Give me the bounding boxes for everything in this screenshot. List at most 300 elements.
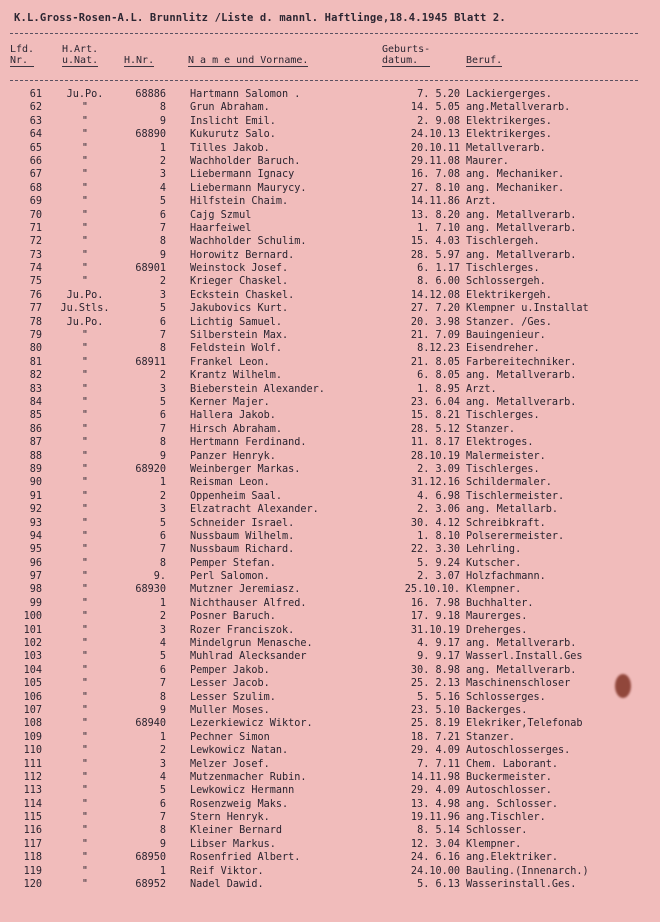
cell-nr: 109 — [23, 731, 42, 743]
cell-date: 11. 8.17 — [410, 437, 460, 449]
cell-job: ang. Mechaniker. — [466, 182, 565, 194]
table-row — [0, 878, 660, 891]
table-row — [0, 731, 660, 744]
cell-art: " — [81, 396, 89, 408]
table-row — [0, 717, 660, 730]
cell-hnr: 8 — [159, 691, 166, 703]
cell-name: Perl Salomon. — [190, 571, 270, 583]
header-name: N a m e und Vorname. — [188, 55, 309, 66]
table-row — [0, 811, 660, 824]
cell-job: Stanzer. — [466, 731, 516, 743]
cell-art: " — [81, 169, 89, 181]
table-row — [0, 597, 660, 610]
table-row — [0, 530, 660, 543]
cell-date: 28. 5.97 — [410, 249, 460, 261]
cell-date: 1. 8.95 — [417, 383, 460, 395]
cell-name: Tilles Jakob. — [190, 142, 270, 154]
cell-date: 14.12.08 — [410, 289, 460, 301]
cell-job: ang. Schlosser. — [466, 798, 559, 810]
cell-job: Tischlerges. — [466, 410, 540, 422]
cell-nr: 70 — [29, 209, 42, 221]
cell-art: " — [81, 825, 89, 837]
table-row — [0, 610, 660, 623]
cell-date: 14. 5.05 — [410, 102, 460, 114]
cell-job: ang. Metallverarb. — [466, 209, 577, 221]
cell-name: Hirsch Abraham. — [190, 423, 283, 435]
cell-job: Malermeister. — [466, 450, 546, 462]
cell-nr: 100 — [23, 611, 42, 623]
cell-nr: 102 — [23, 638, 42, 650]
table-row — [0, 758, 660, 771]
table-row — [0, 235, 660, 248]
cell-name: Kerner Majer. — [190, 396, 270, 408]
cell-art: " — [81, 477, 89, 489]
cell-job: ang.Tischler. — [466, 812, 546, 824]
cell-art: " — [81, 530, 89, 542]
cell-nr: 111 — [23, 758, 42, 770]
cell-nr: 71 — [29, 222, 42, 234]
cell-name: Libser Markus. — [190, 838, 276, 850]
cell-name: Hilfstein Chaim. — [190, 196, 289, 208]
cell-name: Stern Henryk. — [190, 812, 270, 824]
cell-name: Haarfeiwel — [190, 222, 252, 234]
cell-name: Hertmann Ferdinand. — [190, 437, 307, 449]
cell-art: Ju.Po. — [66, 89, 104, 100]
header-date: Geburts- datum. — [382, 44, 431, 66]
cell-name: Krantz Wilhelm. — [190, 370, 283, 382]
cell-job: Elektrikergeh. — [466, 289, 552, 301]
cell-name: Hartmann Salomon . — [190, 89, 301, 100]
cell-hnr: 3 — [159, 169, 166, 181]
cell-nr: 87 — [29, 437, 42, 449]
cell-job: Klempner. — [466, 584, 522, 596]
cell-date: 16. 7.98 — [410, 597, 460, 609]
cell-hnr: 5 — [159, 303, 166, 315]
cell-name: Krieger Chaskel. — [190, 276, 289, 288]
cell-hnr: 3 — [159, 504, 166, 516]
cell-hnr: 7 — [159, 544, 166, 556]
cell-art: Ju.Stls. — [60, 303, 110, 315]
cell-job: ang.Elektriker. — [466, 852, 559, 864]
cell-job: Elektrikerges. — [466, 115, 552, 127]
cell-hnr: 5 — [159, 396, 166, 408]
header-hnr: H.Nr. — [124, 55, 155, 66]
cell-hnr: 9 — [159, 115, 166, 127]
table-row — [0, 517, 660, 530]
cell-name: Panzer Henryk. — [190, 450, 276, 462]
cell-nr: 117 — [23, 838, 42, 850]
cell-job: Eisendreher. — [466, 343, 540, 355]
table-row — [0, 436, 660, 449]
cell-date: 5. 6.13 — [417, 879, 460, 891]
cell-hnr: 2 — [159, 155, 166, 167]
table-row — [0, 369, 660, 382]
cell-date: 25.10.10. — [404, 584, 460, 596]
cell-date: 24.10.00 — [410, 865, 460, 877]
cell-hnr: 5 — [159, 651, 166, 663]
cell-nr: 78 — [29, 316, 42, 328]
cell-nr: 88 — [29, 450, 42, 462]
cell-nr: 101 — [23, 624, 42, 636]
cell-nr: 108 — [23, 718, 42, 730]
cell-hnr: 5 — [159, 785, 166, 797]
table-row — [0, 476, 660, 489]
cell-job: Autoschlosserges. — [466, 745, 571, 757]
cell-art: " — [81, 718, 89, 730]
cell-art: " — [81, 691, 89, 703]
cell-art: " — [81, 463, 89, 475]
cell-hnr: 4 — [159, 182, 166, 194]
table-row — [0, 249, 660, 262]
header-job: Beruf. — [466, 55, 503, 66]
cell-job: Wasserinstall.Ges. — [466, 879, 577, 891]
cell-name: Pemper Jakob. — [190, 664, 270, 676]
cell-date: 2. 3.06 — [417, 504, 460, 516]
cell-nr: 84 — [29, 396, 42, 408]
cell-art: " — [81, 812, 89, 824]
cell-hnr: 6 — [159, 209, 166, 221]
cell-name: Rosenfried Albert. — [190, 852, 301, 864]
cell-nr: 98 — [29, 584, 42, 596]
table-row — [0, 543, 660, 556]
cell-job: Elekriker,Telefonab — [466, 718, 583, 730]
cell-nr: 92 — [29, 504, 42, 516]
table-row — [0, 784, 660, 797]
cell-name: Rosenzweig Maks. — [190, 798, 289, 810]
cell-hnr: 3 — [159, 624, 166, 636]
cell-art: " — [81, 182, 89, 194]
table-row — [0, 490, 660, 503]
cell-date: 14.11.98 — [410, 771, 460, 783]
cell-date: 28. 5.12 — [410, 423, 460, 435]
cell-job: Elektroges. — [466, 437, 534, 449]
cell-art: " — [81, 517, 89, 529]
cell-nr: 91 — [29, 490, 42, 502]
cell-nr: 114 — [23, 798, 42, 810]
table-row — [0, 637, 660, 650]
cell-date: 19.11.96 — [410, 812, 460, 824]
table-row — [0, 101, 660, 114]
table-row — [0, 423, 660, 436]
cell-art: " — [81, 771, 89, 783]
cell-nr: 69 — [29, 196, 42, 208]
table-row — [0, 851, 660, 864]
cell-art: " — [81, 731, 89, 743]
table-row — [0, 557, 660, 570]
cell-art: " — [81, 638, 89, 650]
cell-nr: 66 — [29, 155, 42, 167]
cell-date: 4. 6.98 — [417, 490, 460, 502]
cell-name: Lewkowicz Natan. — [190, 745, 289, 757]
cell-hnr: 9. — [153, 571, 166, 583]
cell-art: " — [81, 370, 89, 382]
cell-nr: 103 — [23, 651, 42, 663]
cell-name: Nussbaum Richard. — [190, 544, 295, 556]
cell-nr: 94 — [29, 530, 42, 542]
table-row — [0, 128, 660, 141]
table-row — [0, 195, 660, 208]
cell-date: 2. 9.08 — [417, 115, 460, 127]
cell-hnr: 3 — [159, 758, 166, 770]
cell-name: Wachholder Schulim. — [190, 236, 307, 248]
cell-date: 1. 7.10 — [417, 222, 460, 234]
cell-art: " — [81, 704, 89, 716]
table-row — [0, 664, 660, 677]
cell-hnr: 7 — [159, 330, 166, 342]
cell-job: Stanzer. — [466, 423, 516, 435]
cell-name: Cajg Szmul — [190, 209, 252, 221]
title-divider — [10, 33, 638, 34]
cell-nr: 99 — [29, 597, 42, 609]
cell-date: 7. 5.20 — [417, 89, 460, 100]
cell-nr: 76 — [29, 289, 42, 301]
cell-name: Lewkowicz Hermann — [190, 785, 295, 797]
cell-job: ang. Metallverarb. — [466, 664, 577, 676]
table-row — [0, 142, 660, 155]
cell-date: 15. 4.03 — [410, 236, 460, 248]
cell-date: 7. 7.11 — [417, 758, 460, 770]
cell-date: 20. 3.98 — [410, 316, 460, 328]
cell-art: " — [81, 865, 89, 877]
cell-date: 13. 4.98 — [410, 798, 460, 810]
cell-nr: 112 — [23, 771, 42, 783]
cell-hnr: 1 — [159, 731, 166, 743]
cell-nr: 77 — [29, 303, 42, 315]
prisoner-list — [0, 88, 660, 891]
cell-name: Weinstock Josef. — [190, 263, 289, 275]
cell-art: " — [81, 785, 89, 797]
cell-hnr: 8 — [159, 437, 166, 449]
cell-date: 14.11.86 — [410, 196, 460, 208]
cell-art: " — [81, 664, 89, 676]
cell-nr: 104 — [23, 664, 42, 676]
cell-job: Schlosser. — [466, 825, 528, 837]
cell-job: Lehrling. — [466, 544, 522, 556]
table-row — [0, 396, 660, 409]
cell-hnr: 4 — [159, 638, 166, 650]
cell-date: 9. 9.17 — [417, 651, 460, 663]
cell-name: Mindelgrun Menasche. — [190, 638, 313, 650]
cell-hnr: 6 — [159, 410, 166, 422]
ink-stain — [615, 674, 631, 698]
cell-name: Mutzenmacher Rubin. — [190, 771, 307, 783]
cell-hnr: 7 — [159, 423, 166, 435]
cell-hnr: 6 — [159, 530, 166, 542]
cell-art: " — [81, 597, 89, 609]
cell-art: " — [81, 838, 89, 850]
cell-date: 6. 1.17 — [417, 263, 460, 275]
cell-nr: 67 — [29, 169, 42, 181]
table-row — [0, 182, 660, 195]
cell-date: 2. 3.09 — [417, 463, 460, 475]
cell-name: Silberstein Max. — [190, 330, 289, 342]
cell-job: Bauingenieur. — [466, 330, 546, 342]
cell-job: Maurer. — [466, 155, 509, 167]
cell-nr: 63 — [29, 115, 42, 127]
cell-date: 21. 8.05 — [410, 356, 460, 368]
cell-hnr: 68940 — [135, 718, 166, 730]
cell-date: 5. 9.24 — [417, 557, 460, 569]
cell-date: 31.12.16 — [410, 477, 460, 489]
cell-name: Wachholder Baruch. — [190, 155, 301, 167]
cell-date: 6. 8.05 — [417, 370, 460, 382]
table-row — [0, 677, 660, 690]
cell-job: Klempner u.Installat — [466, 303, 589, 315]
cell-date: 31.10.19 — [410, 624, 460, 636]
cell-nr: 65 — [29, 142, 42, 154]
cell-nr: 80 — [29, 343, 42, 355]
cell-name: Inslicht Emil. — [190, 115, 276, 127]
cell-hnr: 7 — [159, 678, 166, 690]
header-art: H.Art. u.Nat. — [62, 44, 99, 66]
cell-nr: 105 — [23, 678, 42, 690]
table-row — [0, 262, 660, 275]
table-row — [0, 503, 660, 516]
cell-hnr: 3 — [159, 289, 166, 301]
cell-nr: 106 — [23, 691, 42, 703]
cell-date: 29.11.08 — [410, 155, 460, 167]
cell-date: 24.10.13 — [410, 129, 460, 141]
cell-date: 20.10.11 — [410, 142, 460, 154]
cell-nr: 68 — [29, 182, 42, 194]
cell-date: 13. 8.20 — [410, 209, 460, 221]
cell-date: 23. 5.10 — [410, 704, 460, 716]
table-row — [0, 624, 660, 637]
cell-art: " — [81, 102, 89, 114]
cell-job: Autoschlosser. — [466, 785, 552, 797]
cell-nr: 81 — [29, 356, 42, 368]
cell-hnr: 7 — [159, 812, 166, 824]
cell-hnr: 8 — [159, 343, 166, 355]
cell-hnr: 1 — [159, 477, 166, 489]
cell-hnr: 9 — [159, 704, 166, 716]
cell-nr: 89 — [29, 463, 42, 475]
cell-art: " — [81, 611, 89, 623]
cell-hnr: 9 — [159, 249, 166, 261]
cell-hnr: 7 — [159, 222, 166, 234]
table-row — [0, 691, 660, 704]
cell-hnr: 8 — [159, 102, 166, 114]
cell-date: 27. 7.20 — [410, 303, 460, 315]
cell-hnr: 8 — [159, 236, 166, 248]
header-divider — [10, 80, 638, 81]
cell-art: " — [81, 249, 89, 261]
table-row — [0, 289, 660, 302]
table-row — [0, 316, 660, 329]
cell-job: Holzfachmann. — [466, 571, 546, 583]
cell-job: Schlossergeh. — [466, 276, 546, 288]
cell-nr: 79 — [29, 330, 42, 342]
cell-name: Oppenheim Saal. — [190, 490, 283, 502]
cell-name: Frankel Leon. — [190, 356, 270, 368]
table-row — [0, 704, 660, 717]
cell-hnr: 5 — [159, 196, 166, 208]
table-row — [0, 88, 660, 101]
cell-job: Maurerges. — [466, 611, 528, 623]
cell-date: 27. 8.10 — [410, 182, 460, 194]
cell-art: " — [81, 155, 89, 167]
cell-art: " — [81, 222, 89, 234]
cell-job: Tischlerges. — [466, 263, 540, 275]
cell-date: 18. 7.21 — [410, 731, 460, 743]
cell-job: ang.Metallverarb. — [466, 102, 571, 114]
cell-hnr: 6 — [159, 664, 166, 676]
cell-nr: 120 — [23, 879, 42, 891]
cell-art: " — [81, 450, 89, 462]
cell-nr: 118 — [23, 852, 42, 864]
cell-date: 12. 3.04 — [410, 838, 460, 850]
cell-nr: 74 — [29, 263, 42, 275]
cell-nr: 75 — [29, 276, 42, 288]
header-lfd: Lfd. Nr. — [10, 44, 35, 66]
cell-hnr: 4 — [159, 771, 166, 783]
cell-name: Feldstein Wolf. — [190, 343, 283, 355]
cell-name: Weinberger Markas. — [190, 463, 301, 475]
cell-name: Lichtig Samuel. — [190, 316, 283, 328]
cell-job: Polserermeister. — [466, 530, 565, 542]
cell-hnr: 2 — [159, 611, 166, 623]
cell-hnr: 68952 — [135, 879, 166, 891]
cell-hnr: 1 — [159, 597, 166, 609]
cell-name: Nussbaum Wilhelm. — [190, 530, 295, 542]
cell-job: Farbereitechniker. — [466, 356, 577, 368]
cell-name: Liebermann Ignacy — [190, 169, 295, 181]
cell-job: Lackiergerges. — [466, 89, 552, 100]
cell-hnr: 2 — [159, 490, 166, 502]
table-row — [0, 865, 660, 878]
cell-art: " — [81, 745, 89, 757]
cell-nr: 96 — [29, 557, 42, 569]
cell-job: ang. Mechaniker. — [466, 169, 565, 181]
cell-job: Arzt. — [466, 196, 497, 208]
cell-name: Jakubovics Kurt. — [190, 303, 289, 315]
table-row — [0, 838, 660, 851]
cell-nr: 95 — [29, 544, 42, 556]
cell-hnr: 5 — [159, 517, 166, 529]
table-row — [0, 356, 660, 369]
cell-name: Nadel Dawid. — [190, 879, 264, 891]
cell-hnr: 9 — [159, 450, 166, 462]
cell-job: Schildermaler. — [466, 477, 552, 489]
cell-art: " — [81, 410, 89, 422]
cell-name: Melzer Josef. — [190, 758, 270, 770]
cell-name: Eckstein Chaskel. — [190, 289, 295, 301]
cell-hnr: 68890 — [135, 129, 166, 141]
table-row — [0, 771, 660, 784]
cell-name: Lesser Jacob. — [190, 678, 270, 690]
cell-nr: 82 — [29, 370, 42, 382]
cell-nr: 86 — [29, 423, 42, 435]
cell-nr: 90 — [29, 477, 42, 489]
cell-art: " — [81, 490, 89, 502]
table-row — [0, 650, 660, 663]
cell-job: ang. Metallverarb. — [466, 396, 577, 408]
table-row — [0, 463, 660, 476]
table-row — [0, 342, 660, 355]
cell-hnr: 9 — [159, 838, 166, 850]
cell-date: 17. 9.18 — [410, 611, 460, 623]
cell-art: " — [81, 196, 89, 208]
cell-name: Liebermann Maurycy. — [190, 182, 307, 194]
cell-date: 15. 8.21 — [410, 410, 460, 422]
cell-name: Hallera Jakob. — [190, 410, 276, 422]
cell-hnr: 1 — [159, 865, 166, 877]
cell-job: Klempner. — [466, 838, 522, 850]
cell-art: " — [81, 758, 89, 770]
cell-name: Kukurutz Salo. — [190, 129, 276, 141]
cell-hnr: 6 — [159, 798, 166, 810]
cell-name: Schneider Israel. — [190, 517, 295, 529]
